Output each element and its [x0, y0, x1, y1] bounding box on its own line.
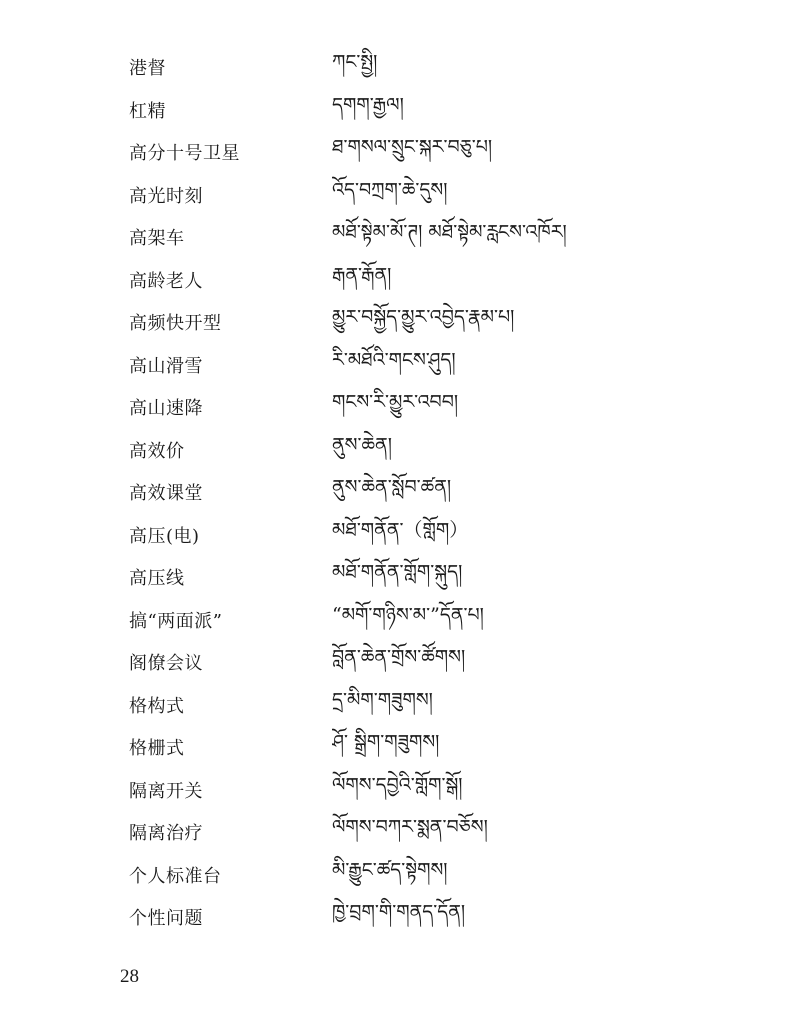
chinese-term: 港督: [129, 58, 166, 80]
chinese-term: 高效价: [129, 440, 185, 462]
tibetan-term: ཐ་གསལ་སྲུང་སྐར་བཅུ་པ།: [332, 136, 493, 159]
chinese-term: 高压(电): [129, 525, 200, 547]
page-number: 28: [120, 966, 139, 987]
tibetan-term: མཐོ་གནོན་（གློག）: [332, 518, 469, 541]
tibetan-term: ཀང་སྤྱི།: [332, 51, 378, 74]
chinese-term: 格栅式: [129, 738, 185, 760]
tibetan-term: མཐོ་གནོན་གློག་སྐུད།: [332, 561, 463, 584]
tibetan-term: རི་མཐོའི་གངས་ཤུད།: [332, 348, 456, 371]
chinese-term: 高效课堂: [129, 483, 203, 505]
chinese-term: 个性问题: [129, 908, 203, 930]
tibetan-term: མཐོ་སྟེམ་མོ་ཊ། མཐོ་སྟེམ་རླངས་འཁོར།: [332, 221, 567, 244]
tibetan-term: བློན་ཆེན་གྲོས་ཚོགས།: [332, 646, 466, 669]
tibetan-term: ནུས་ཆེན།: [332, 433, 392, 456]
chinese-term: 高频快开型: [129, 313, 222, 335]
tibetan-term: འོད་བཀྲག་ཆེ་དུས།: [332, 178, 448, 201]
tibetan-term: ཤོ་ སྒྲིག་གཟུགས།: [332, 731, 440, 754]
tibetan-term: དགག་རྒྱལ།: [332, 93, 404, 116]
chinese-term: 隔离开关: [129, 780, 203, 802]
chinese-term: 个人标准台: [129, 865, 222, 887]
chinese-term: 高架车: [129, 228, 185, 250]
tibetan-term: ནུས་ཆེན་སློབ་ཚན།: [332, 476, 452, 499]
tibetan-term: “མགོ་གཉིས་མ་”དོན་པ།: [332, 603, 484, 626]
chinese-term: 格构式: [129, 695, 185, 717]
chinese-term: 高龄老人: [129, 270, 203, 292]
tibetan-term: མྱུར་བསྐྱོད་མྱུར་འབྱེད་རྣམ་པ།: [332, 306, 515, 329]
chinese-term: 高压线: [129, 568, 185, 590]
tibetan-term: ལོགས་བཀར་སྨན་བཅོས།: [332, 816, 488, 839]
entry-list: [129, 46, 689, 939]
tibetan-term: ཁྱེ་བྲག་གི་གནད་དོན།: [332, 901, 466, 924]
chinese-term: 隔离治疗: [129, 823, 203, 845]
tibetan-term: དྲ་མིག་གཟུགས།: [332, 688, 433, 711]
tibetan-term: ལོགས་དབྱེའི་གློག་སྒོ།: [332, 773, 463, 796]
chinese-term: 杠精: [129, 100, 166, 122]
chinese-term: 高分十号卫星: [129, 143, 240, 165]
tibetan-term: རྒན་རྒོན།: [332, 263, 392, 286]
chinese-term: 高山速降: [129, 398, 203, 420]
chinese-term: 高光时刻: [129, 185, 203, 207]
tibetan-term: གངས་རི་མྱུར་འབབ།: [332, 391, 459, 414]
chinese-term: 高山滑雪: [129, 355, 203, 377]
tibetan-term: མི་རྒྱུང་ཚད་སྟེགས།: [332, 858, 448, 881]
chinese-term: 阁僚会议: [129, 653, 203, 675]
chinese-term: 搞“两面派”: [129, 610, 223, 632]
entry-row: [129, 896, 689, 939]
